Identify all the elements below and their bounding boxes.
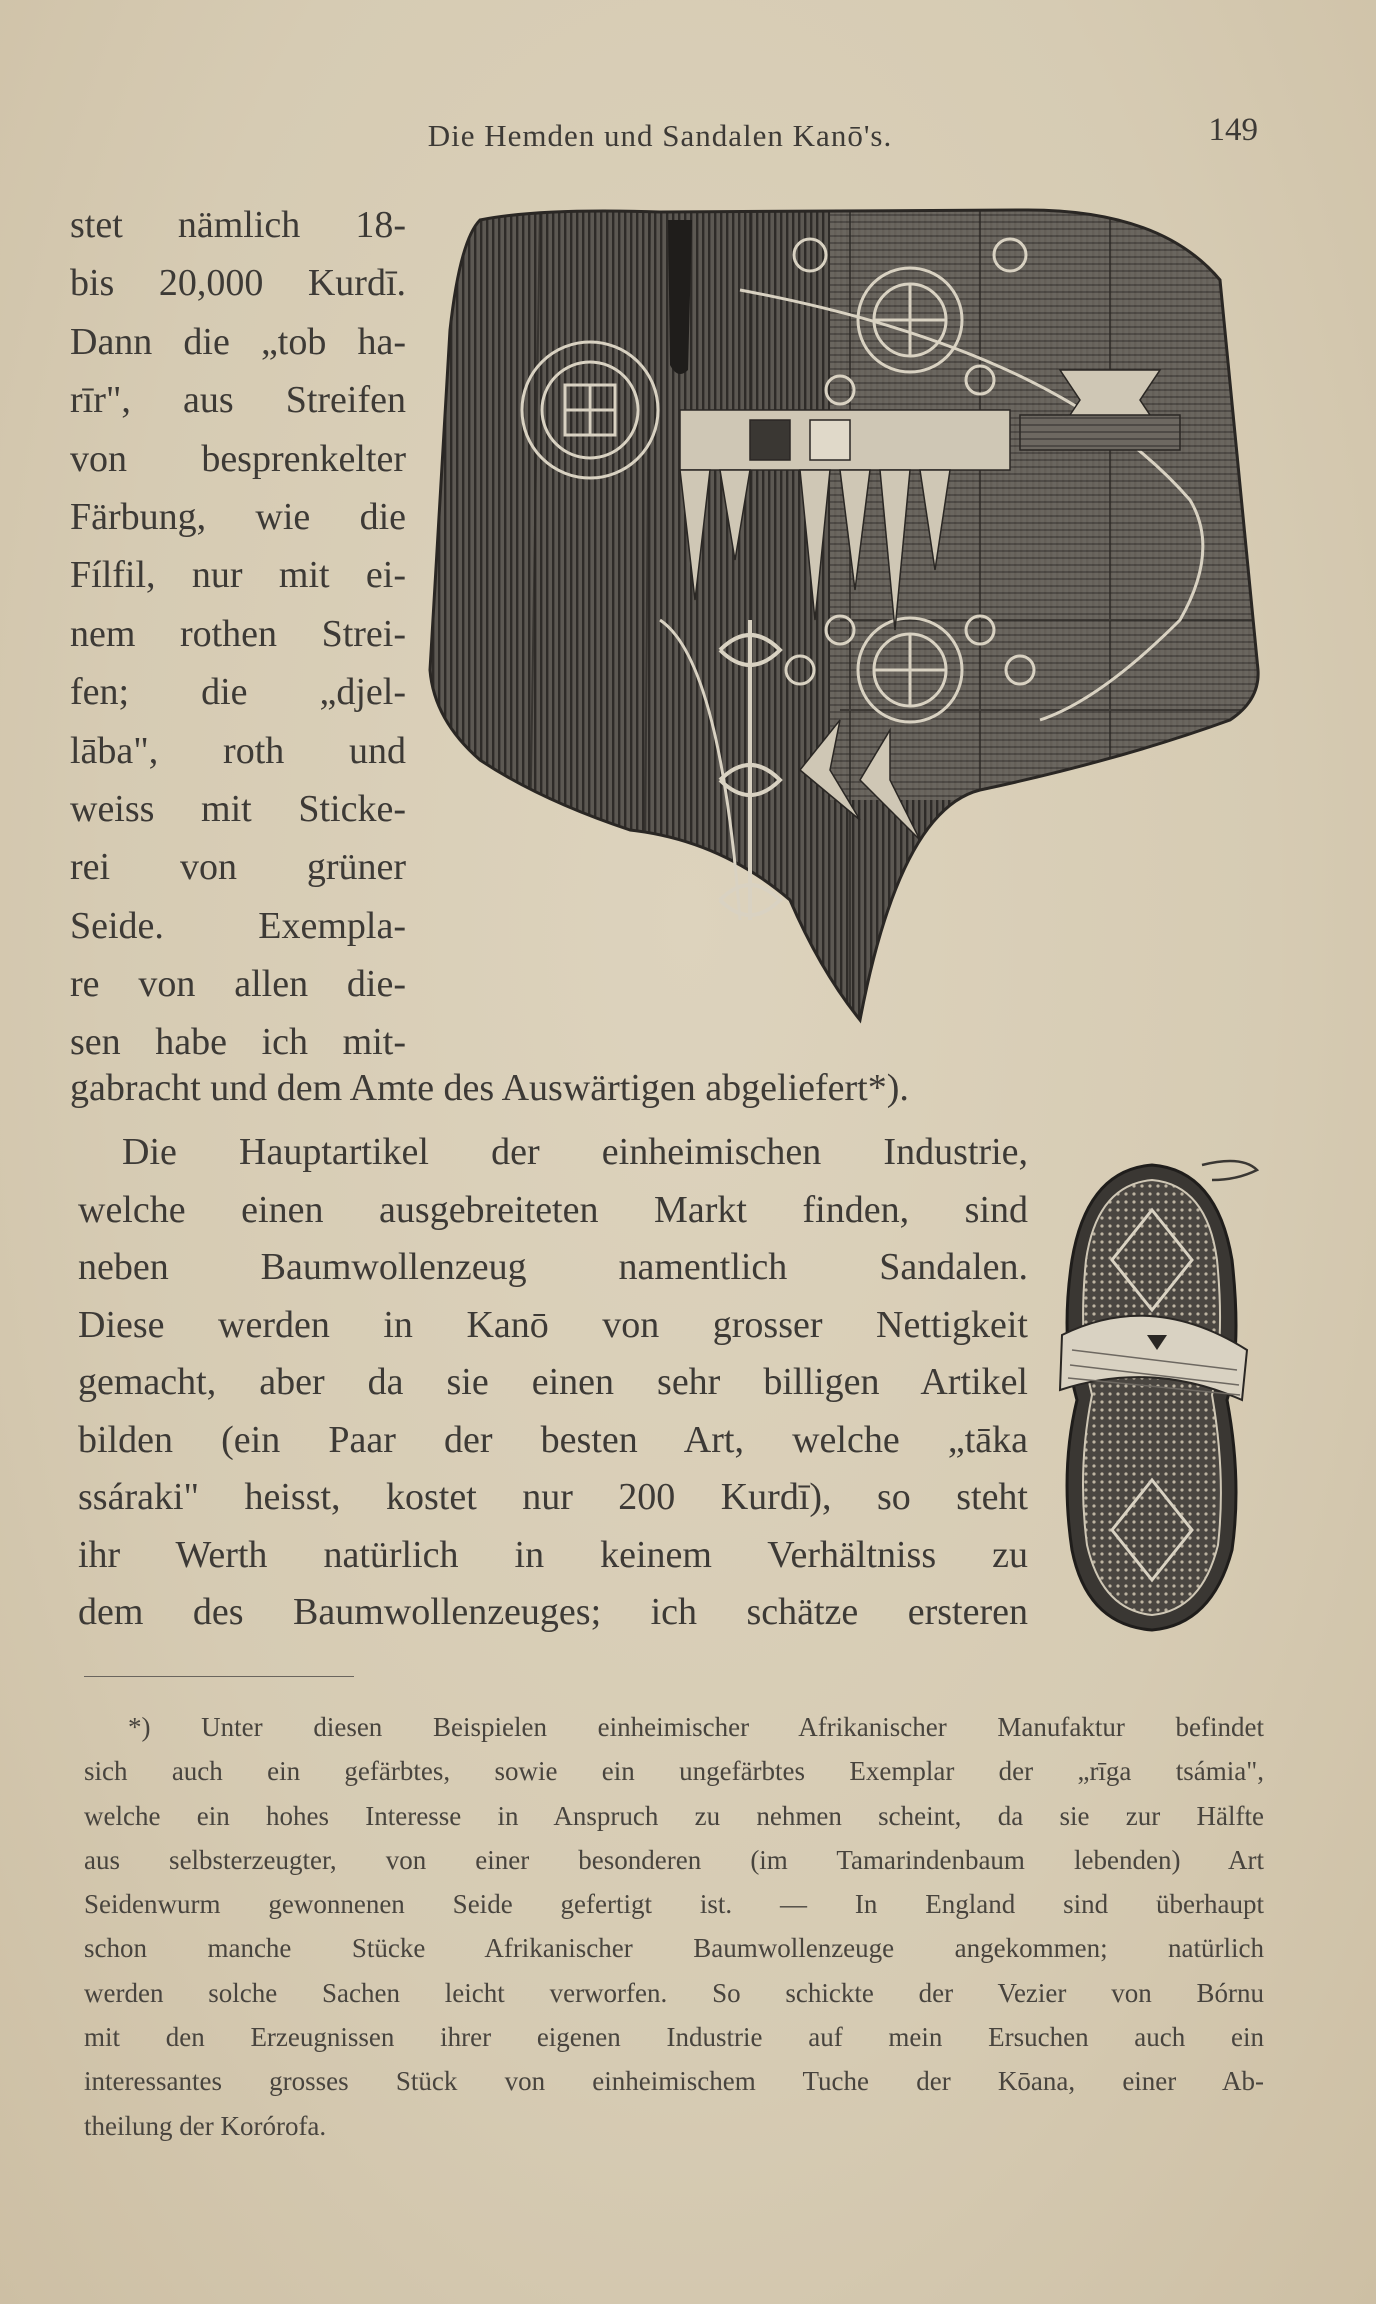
text-line: nem rothen Strei-: [70, 612, 406, 655]
footnote-line: mit den Erzeugnissen ihrer eigenen Industrie auf mein Ersuchen auch ein: [84, 2022, 1264, 2053]
footnote: [84, 1705, 1264, 2148]
footnote-line: welche ein hohes Interesse in Anspruch zu nehmen scheint, da sie zur Hälfte: [84, 1800, 1264, 1831]
column-paragraph: [70, 196, 406, 1072]
text-line: re von allen die-: [70, 963, 406, 1006]
text-line: bilden (ein Paar der besten Art, welche „tāka: [78, 1418, 1028, 1461]
footnote-line: theilung der Korórofa.: [84, 2110, 327, 2141]
text-line: rei von grüner: [70, 846, 406, 889]
footnote-line: Seidenwurm gewonnenen Seide gefertigt ist. — In England sind überhaupt: [84, 1889, 1264, 1920]
footnote-line: aus selbsterzeugter, von einer besonderen (im Tamarindenbaum lebenden) Art: [84, 1844, 1264, 1875]
text-line: fen; die „djel-: [70, 671, 406, 714]
embroidered-shirt-illustration: [420, 200, 1260, 1030]
page-number: 149: [1208, 112, 1258, 148]
paragraph-industry: [78, 1124, 1028, 1642]
text-line: lāba", roth und: [70, 729, 406, 772]
text-line: Die Hauptartikel der einheimischen Industrie,: [122, 1131, 1028, 1173]
text-line: Dann die „tob ha-: [70, 320, 406, 363]
text-line: gemacht, aber da sie einen sehr billigen Artikel: [78, 1361, 1028, 1403]
text-line: Färbung, wie die: [70, 495, 406, 538]
text-line: bis 20,000 Kurdī.: [70, 262, 406, 305]
running-header: Die Hemden und Sandalen Kanō's.: [427, 118, 893, 153]
footnote-divider: [84, 1676, 354, 1677]
footnote-line: *) Unter diesen Beispielen einheimischer Afrikanischer Manufaktur befindet: [128, 1712, 1264, 1742]
text-line-full-width: gabracht und dem Amte des Auswärtigen abgeliefert*).: [70, 1067, 909, 1109]
text-line: stet nämlich 18-: [70, 204, 406, 246]
text-line: rīr", aus Streifen: [70, 379, 406, 422]
footnote-line: werden solche Sachen leicht verworfen. So schickte der Vezier von Bórnu: [84, 1977, 1264, 2008]
text-line: welche einen ausgebreiteten Markt finden, sind: [78, 1188, 1028, 1231]
footnote-line: sich auch ein gefärbtes, sowie ein ungefärbtes Exemplar der „rīga tsámia",: [84, 1756, 1264, 1787]
text-line: neben Baumwollenzeug namentlich Sandalen.: [78, 1246, 1028, 1288]
footnote-line: interessantes grosses Stück von einheimischem Tuche der Kōana, einer Ab-: [84, 2066, 1264, 2097]
text-line: ssáraki" heisst, kostet nur 200 Kurdī), so steht: [78, 1476, 1028, 1518]
footnote-line: schon manche Stücke Afrikanischer Baumwollenzeuge angekommen; natürlich: [84, 1933, 1264, 1964]
text-line: Fílfil, nur mit ei-: [70, 554, 406, 597]
text-line: Seide. Exempla-: [70, 904, 406, 947]
text-line: ihr Werth natürlich in keinem Verhältniss zu: [78, 1533, 1028, 1576]
text-line: weiss mit Sticke-: [70, 787, 406, 830]
sandal-illustration: [1042, 1150, 1262, 1640]
text-line: sen habe ich mit-: [70, 1021, 406, 1064]
text-line: dem des Baumwollenzeuges; ich schätze ersteren: [78, 1591, 1028, 1633]
text-line: Diese werden in Kanō von grosser Nettigkeit: [78, 1303, 1028, 1346]
text-line: von besprenkelter: [70, 437, 406, 480]
